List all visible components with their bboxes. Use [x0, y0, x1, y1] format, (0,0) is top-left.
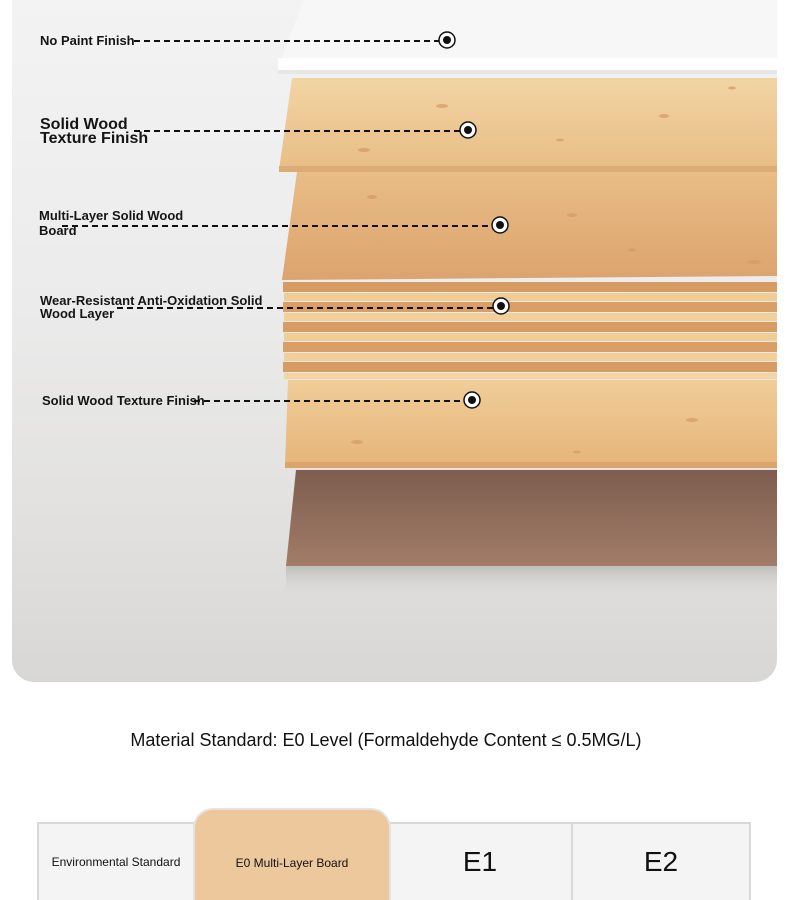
white-panel-layer	[280, 0, 777, 62]
bottom-texture-layer	[285, 380, 777, 466]
e2-cell: E2	[571, 822, 751, 900]
e0-multi-layer-board-cell: E0 Multi-Layer Board	[193, 808, 391, 900]
callout-text: Solid Wood	[40, 116, 128, 133]
top-texture-layer	[279, 78, 777, 170]
layers-illustration	[12, 0, 777, 682]
comparison-table	[37, 808, 751, 900]
callout-label-wear-resistant	[40, 294, 262, 320]
callout-label-multi-layer	[39, 209, 183, 237]
callout-dot-bottom-texture	[464, 392, 480, 408]
environmental-standard-cell: Environmental Standard	[37, 822, 195, 900]
callout-text: Solid Wood Texture Finish	[42, 393, 205, 408]
callout-dot-wear-resistant	[493, 298, 509, 314]
callout-dot-no-paint	[439, 32, 455, 48]
walnut-base-layer	[286, 470, 777, 566]
material-standard-text: Material Standard: E0 Level (Formaldehyde Content ≤ 0.5MG/L)	[130, 730, 642, 750]
laminate-stack	[283, 282, 777, 379]
callout-text: Wear-Resistant Anti-Oxidation Solid	[40, 293, 263, 308]
callout-label-no-paint	[40, 34, 135, 48]
callout-text: No Paint Finish	[40, 33, 135, 48]
callout-dot-top-texture	[460, 122, 476, 138]
e1-cell: E1	[389, 822, 573, 900]
callout-text: Multi-Layer Solid Wood	[39, 208, 184, 223]
callout-text: Wood Layer	[40, 306, 115, 321]
callout-label-top-texture	[40, 118, 148, 146]
callout-dot-multi-layer	[492, 217, 508, 233]
callout-text: Texture Finish	[40, 130, 149, 147]
callout-text: Board	[39, 223, 77, 238]
wood-layers-graphic	[12, 0, 777, 682]
callout-label-bottom-texture	[42, 394, 205, 408]
